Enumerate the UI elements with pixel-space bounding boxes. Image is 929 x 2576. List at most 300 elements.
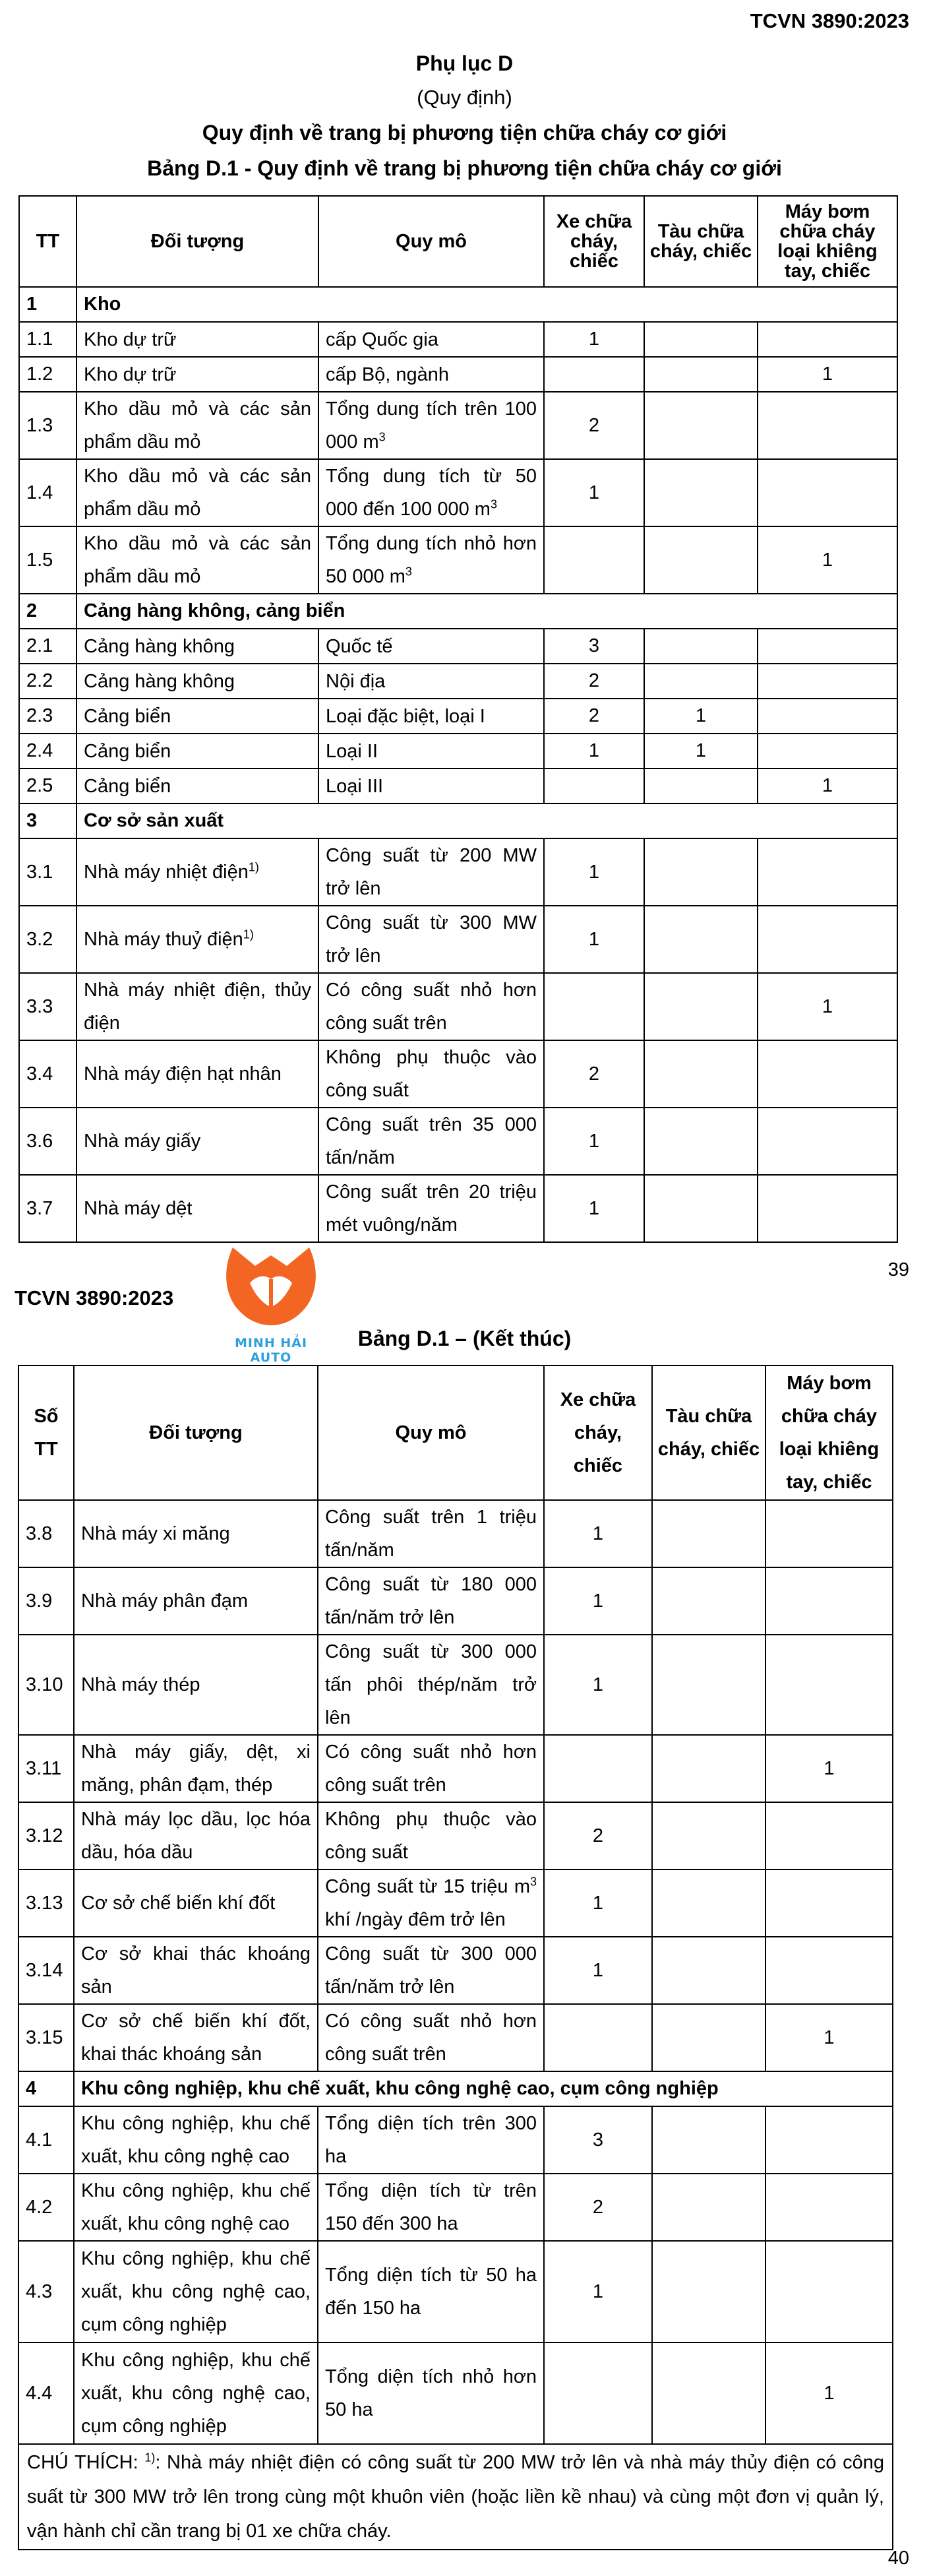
header-fire-truck: Xe chữa cháy, chiếc <box>544 1366 652 1500</box>
cell-tt: 2.2 <box>19 664 76 699</box>
table-row <box>19 322 897 357</box>
group-row <box>19 287 897 322</box>
header-fire-boat: Tàu chữa cháy, chiếc <box>644 196 758 287</box>
table-title-2: Bảng D.1 – (Kết thúc) <box>357 1327 572 1350</box>
cell-fire-boat <box>652 2342 765 2444</box>
cell-object <box>76 392 318 459</box>
unit-superscript: 3 <box>529 1875 537 1889</box>
table-row <box>19 664 897 699</box>
header-scale: Quy mô <box>318 1366 544 1500</box>
object-text: Nhà máy điện hạt nhân <box>84 1063 282 1084</box>
scale-text: Công suất từ 300 000 tấn phôi thép/năm trở lên <box>325 1641 537 1728</box>
cell-portable-pump: 1 <box>758 769 897 803</box>
object-text: Kho dầu mỏ và các sản phẩm dầu mỏ <box>84 466 311 520</box>
logo-icon <box>221 1243 321 1333</box>
object-text: Khu công nghiệp, khu chế xuất, khu công nghệ cao <box>81 2180 311 2234</box>
object-text: Kho dự trữ <box>84 363 177 385</box>
table-row <box>18 1937 893 2004</box>
group-row <box>19 803 897 838</box>
group-title: Kho <box>76 287 897 322</box>
table-row <box>18 1869 893 1937</box>
cell-fire-boat <box>644 664 758 699</box>
group-title: Cơ sở sản xuất <box>76 803 897 838</box>
cell-portable-pump <box>758 392 897 459</box>
standard-code-header-2: TCVN 3890:2023 <box>15 1286 174 1309</box>
object-text: Nhà máy giấy <box>84 1131 201 1152</box>
cell-fire-truck: 1 <box>544 1108 644 1175</box>
cell-fire-truck: 1 <box>544 1937 652 2004</box>
table-row <box>18 2004 893 2071</box>
cell-tt: 1.1 <box>19 322 76 357</box>
table-row <box>19 459 897 526</box>
table-title: Bảng D.1 - Quy định về trang bị phương tiện chữa cháy cơ giới <box>147 156 782 180</box>
table-row <box>18 1567 893 1635</box>
table-row <box>18 2342 893 2444</box>
cell-fire-boat <box>644 459 758 526</box>
cell-fire-boat <box>644 1108 758 1175</box>
cell-tt: 1.3 <box>19 392 76 459</box>
cell-object <box>74 1567 318 1635</box>
unit-superscript: 3 <box>490 497 497 511</box>
table-header-row-2 <box>18 1366 893 1500</box>
cell-tt: 4.1 <box>18 2106 74 2174</box>
cell-fire-boat <box>644 392 758 459</box>
scale-text: Công suất từ 200 MW trở lên <box>326 845 537 899</box>
scale-text: Có công suất nhỏ hơn công suất trên <box>326 980 537 1034</box>
cell-object <box>74 1869 318 1937</box>
cell-fire-boat <box>644 906 758 973</box>
cell-tt: 3.7 <box>19 1175 76 1242</box>
cell-fire-boat <box>652 1635 765 1735</box>
cell-portable-pump <box>758 664 897 699</box>
footnote <box>18 2444 893 2550</box>
table-header-row <box>19 196 897 287</box>
scale-text: Công suất trên 35 000 tấn/năm <box>326 1114 537 1168</box>
cell-fire-boat <box>652 1735 765 1802</box>
cell-fire-boat <box>644 838 758 906</box>
cell-fire-truck: 1 <box>544 838 644 906</box>
note-sup: 1) <box>144 2451 156 2465</box>
table-row <box>19 906 897 973</box>
cell-portable-pump: 1 <box>765 1735 893 1802</box>
scale-text: Tổng diện tích nhỏ hơn 50 ha <box>325 2366 537 2420</box>
table-row <box>19 1175 897 1242</box>
cell-object <box>74 1802 318 1869</box>
table-row <box>19 734 897 769</box>
cell-portable-pump <box>758 699 897 734</box>
cell-portable-pump <box>758 322 897 357</box>
cell-scale <box>318 1869 544 1937</box>
cell-portable-pump <box>758 906 897 973</box>
cell-tt: 4.4 <box>18 2342 74 2444</box>
cell-scale <box>318 2004 544 2071</box>
cell-tt: 1 <box>19 287 76 322</box>
cell-portable-pump: 1 <box>758 526 897 594</box>
cell-fire-boat <box>644 526 758 594</box>
cell-object <box>76 629 318 664</box>
cell-portable-pump <box>758 1108 897 1175</box>
scale-text: Loại III <box>326 775 384 797</box>
scale-text: Tổng diện tích trên 300 ha <box>325 2113 537 2167</box>
cell-object <box>76 357 318 392</box>
cell-object <box>76 699 318 734</box>
cell-fire-truck: 1 <box>544 734 644 769</box>
cell-fire-truck <box>544 973 644 1040</box>
header-fire-boat: Tàu chữa cháy, chiếc <box>652 1366 765 1500</box>
table-row <box>18 2174 893 2241</box>
cell-scale <box>318 2342 544 2444</box>
cell-fire-truck: 2 <box>544 699 644 734</box>
cell-fire-boat <box>644 322 758 357</box>
cell-fire-truck: 1 <box>544 459 644 526</box>
table-row <box>19 838 897 906</box>
cell-tt: 4.3 <box>18 2241 74 2342</box>
cell-fire-truck <box>544 357 644 392</box>
unit-superscript: 3 <box>405 565 412 579</box>
unit-superscript: 3 <box>378 430 386 444</box>
cell-object <box>74 2106 318 2174</box>
cell-scale <box>318 838 544 906</box>
object-text: Cơ sở khai thác khoáng sản <box>81 1943 311 1997</box>
table-row <box>18 1635 893 1735</box>
object-text: Khu công nghiệp, khu chế xuất, khu công nghệ cao, cụm công nghiệp <box>81 2350 311 2437</box>
cell-portable-pump: 1 <box>765 2342 893 2444</box>
cell-scale <box>318 357 544 392</box>
note-text: : Nhà máy nhiệt điện có công suất từ 200 MW trở lên và nhà máy thủy điện có công suất từ 300 MW trở lên trong cùng một khuôn viên (hoặc liền kề nhau) và cùng một đơn vị quản lý, vận hành chỉ cần trang bị 01 xe chữa cháy. <box>27 2452 884 2542</box>
scale-text: cấp Bộ, ngành <box>326 363 450 385</box>
cell-fire-truck: 2 <box>544 1040 644 1108</box>
cell-fire-boat: 1 <box>644 699 758 734</box>
cell-fire-boat <box>652 1567 765 1635</box>
cell-portable-pump <box>765 1802 893 1869</box>
object-text: Cảng biển <box>84 740 171 762</box>
cell-tt: 3 <box>19 803 76 838</box>
scale-text: Loại II <box>326 740 378 762</box>
table-row <box>18 1735 893 1802</box>
cell-portable-pump <box>758 1175 897 1242</box>
table-row <box>18 1802 893 1869</box>
cell-fire-truck: 1 <box>544 1869 652 1937</box>
cell-object <box>76 769 318 803</box>
cell-tt: 3.11 <box>18 1735 74 1802</box>
page-number: 39 <box>887 1259 909 1280</box>
cell-fire-boat <box>652 1500 765 1567</box>
header-fire-truck: Xe chữa cháy, chiếc <box>544 196 644 287</box>
cell-fire-truck: 1 <box>544 2241 652 2342</box>
object-text: Khu công nghiệp, khu chế xuất, khu công nghệ cao <box>81 2113 311 2167</box>
cell-fire-boat <box>652 1802 765 1869</box>
cell-tt: 3.15 <box>18 2004 74 2071</box>
cell-portable-pump: 1 <box>758 973 897 1040</box>
cell-fire-boat <box>644 629 758 664</box>
cell-tt: 3.6 <box>19 1108 76 1175</box>
cell-portable-pump <box>758 459 897 526</box>
cell-scale <box>318 1802 544 1869</box>
cell-object <box>74 1635 318 1735</box>
scale-text: Tổng diện tích từ trên 150 đến 300 ha <box>325 2180 537 2234</box>
cell-portable-pump <box>765 2174 893 2241</box>
cell-fire-truck: 3 <box>544 629 644 664</box>
cell-portable-pump <box>758 734 897 769</box>
cell-portable-pump <box>765 1635 893 1735</box>
cell-scale <box>318 322 544 357</box>
standard-code-header: TCVN 3890:2023 <box>750 9 909 32</box>
cell-scale <box>318 2174 544 2241</box>
table-row <box>19 973 897 1040</box>
object-text: Cảng biển <box>84 705 171 727</box>
object-text: Nhà máy dệt <box>84 1198 193 1219</box>
header-object: Đối tượng <box>74 1366 318 1500</box>
cell-fire-boat <box>644 357 758 392</box>
cell-fire-truck <box>544 2342 652 2444</box>
cell-object <box>74 2241 318 2342</box>
appendix-nature: (Quy định) <box>417 86 512 109</box>
scale-text: Công suất từ 15 triệu m <box>325 1876 530 1897</box>
header-portable-pump: Máy bơm chữa cháy loại khiêng tay, chiếc <box>765 1366 893 1500</box>
cell-tt: 2.3 <box>19 699 76 734</box>
cell-portable-pump <box>765 1869 893 1937</box>
cell-fire-boat <box>644 769 758 803</box>
scale-text: Công suất từ 300 000 tấn/năm trở lên <box>325 1943 537 1997</box>
cell-fire-truck <box>544 769 644 803</box>
cell-scale <box>318 1735 544 1802</box>
cell-portable-pump <box>758 629 897 664</box>
cell-object <box>76 906 318 973</box>
cell-fire-boat <box>652 2004 765 2071</box>
table-row <box>19 699 897 734</box>
cell-fire-truck: 2 <box>544 1802 652 1869</box>
header-scale: Quy mô <box>318 196 544 287</box>
cell-object <box>76 838 318 906</box>
cell-fire-truck: 2 <box>544 392 644 459</box>
cell-object <box>74 1735 318 1802</box>
cell-scale <box>318 1937 544 2004</box>
object-text: Nhà máy giấy, dệt, xi măng, phân đạm, thép <box>81 1742 311 1796</box>
cell-scale <box>318 699 544 734</box>
cell-scale <box>318 906 544 973</box>
cell-scale <box>318 1567 544 1635</box>
cell-fire-truck: 2 <box>544 2174 652 2241</box>
scale-text: Công suất trên 1 triệu tấn/năm <box>325 1507 537 1561</box>
cell-portable-pump <box>765 1500 893 1567</box>
scale-text: Công suất trên 20 triệu mét vuông/năm <box>326 1181 537 1236</box>
cell-fire-truck <box>544 526 644 594</box>
cell-portable-pump: 1 <box>765 2004 893 2071</box>
cell-fire-truck <box>544 2004 652 2071</box>
cell-portable-pump <box>765 2241 893 2342</box>
object-text: Khu công nghiệp, khu chế xuất, khu công nghệ cao, cụm công nghiệp <box>81 2248 311 2335</box>
cell-portable-pump <box>758 838 897 906</box>
cell-fire-boat <box>652 1937 765 2004</box>
object-text: Cơ sở chế biến khí đốt <box>81 1893 276 1914</box>
cell-scale <box>318 1108 544 1175</box>
scale-text: cấp Quốc gia <box>326 329 438 350</box>
scale-text: Có công suất nhỏ hơn công suất trên <box>325 1742 537 1796</box>
logo-text: MINH HẢI AUTO <box>234 1336 308 1365</box>
cell-fire-boat <box>652 2106 765 2174</box>
appendix-title: Phụ lục D <box>415 51 514 75</box>
cell-tt: 3.8 <box>18 1500 74 1567</box>
header-tt: Số TT <box>18 1366 74 1500</box>
cell-fire-truck: 1 <box>544 1635 652 1735</box>
object-text: Cảng hàng không <box>84 635 235 657</box>
cell-object <box>74 1937 318 2004</box>
cell-tt: 2.4 <box>19 734 76 769</box>
object-text: Cảng biển <box>84 775 171 797</box>
footnote-ref: 1) <box>243 927 254 941</box>
cell-tt: 3.1 <box>19 838 76 906</box>
scale-text: Không phụ thuộc vào công suất <box>326 1047 537 1101</box>
object-text: Kho dầu mỏ và các sản phẩm dầu mỏ <box>84 398 311 453</box>
table-row <box>19 1108 897 1175</box>
cell-tt: 4.2 <box>18 2174 74 2241</box>
cell-object <box>76 973 318 1040</box>
cell-portable-pump <box>765 2106 893 2174</box>
cell-fire-truck: 1 <box>544 1567 652 1635</box>
scale-text: Tổng diện tích từ 50 ha đến 150 ha <box>325 2265 537 2319</box>
note-row <box>18 2444 893 2550</box>
cell-tt: 3.3 <box>19 973 76 1040</box>
page-number-2: 40 <box>887 2548 909 2569</box>
object-text: Nhà máy nhiệt điện <box>84 862 249 883</box>
cell-tt: 2.5 <box>19 769 76 803</box>
cell-object <box>76 322 318 357</box>
cell-tt: 1.4 <box>19 459 76 526</box>
object-text: Cảng hàng không <box>84 670 235 692</box>
object-text: Nhà máy thép <box>81 1674 200 1695</box>
table-row <box>19 526 897 594</box>
cell-scale <box>318 1500 544 1567</box>
cell-tt: 3.2 <box>19 906 76 973</box>
cell-scale <box>318 629 544 664</box>
cell-fire-boat <box>652 2174 765 2241</box>
cell-object <box>76 664 318 699</box>
cell-fire-truck: 1 <box>544 1500 652 1567</box>
cell-tt: 3.13 <box>18 1869 74 1937</box>
equipment-table-part2 <box>18 1365 893 2550</box>
scale-text: Tổng dung tích trên 100 000 m <box>326 398 537 453</box>
header-tt: TT <box>19 196 76 287</box>
object-text: Nhà máy phân đạm <box>81 1590 249 1612</box>
cell-object <box>74 2342 318 2444</box>
object-text: Nhà máy thuỷ điện <box>84 929 243 950</box>
scale-text: Tổng dung tích từ 50 000 đến 100 000 m <box>326 466 537 520</box>
cell-fire-truck: 2 <box>544 664 644 699</box>
cell-object <box>76 1108 318 1175</box>
group-title: Cảng hàng không, cảng biển <box>76 594 897 629</box>
cell-object <box>76 1040 318 1108</box>
cell-scale <box>318 392 544 459</box>
table-row <box>18 1500 893 1567</box>
cell-object <box>76 526 318 594</box>
cell-scale <box>318 664 544 699</box>
scale-text: Quốc tế <box>326 635 393 657</box>
cell-object <box>74 2004 318 2071</box>
scale-text: Loại đặc biệt, loại I <box>326 705 485 727</box>
scale-text: Tổng dung tích nhỏ hơn 50 000 m <box>326 533 537 587</box>
scale-text-cont: khí /ngày đêm trở lên <box>325 1909 506 1930</box>
scale-text: Không phụ thuộc vào công suất <box>325 1809 537 1863</box>
cell-tt: 2.1 <box>19 629 76 664</box>
cell-fire-boat <box>644 1175 758 1242</box>
cell-fire-boat <box>644 1040 758 1108</box>
group-row <box>18 2071 893 2106</box>
cell-object <box>76 459 318 526</box>
cell-scale <box>318 1175 544 1242</box>
object-text: Kho dự trữ <box>84 329 177 350</box>
scale-text: Công suất từ 180 000 tấn/năm trở lên <box>325 1574 537 1628</box>
cell-fire-truck: 1 <box>544 322 644 357</box>
scale-text: Công suất từ 300 MW trở lên <box>326 912 537 966</box>
cell-tt: 3.9 <box>18 1567 74 1635</box>
scale-text: Nội địa <box>326 670 386 692</box>
table-row <box>18 2106 893 2174</box>
object-text: Kho dầu mỏ và các sản phẩm dầu mỏ <box>84 533 311 587</box>
section-title: Quy định về trang bị phương tiện chữa cháy cơ giới <box>202 121 727 144</box>
table-row <box>19 629 897 664</box>
cell-fire-truck: 3 <box>544 2106 652 2174</box>
group-title: Khu công nghiệp, khu chế xuất, khu công nghệ cao, cụm công nghiệp <box>74 2071 893 2106</box>
table-row <box>19 769 897 803</box>
cell-fire-boat <box>644 973 758 1040</box>
object-text: Nhà máy nhiệt điện, thủy điện <box>84 980 311 1034</box>
note-label: CHÚ THÍCH: <box>27 2452 145 2473</box>
table-row <box>19 1040 897 1108</box>
cell-scale <box>318 1635 544 1735</box>
cell-scale <box>318 973 544 1040</box>
cell-portable-pump <box>765 1567 893 1635</box>
header-object: Đối tượng <box>76 196 318 287</box>
cell-portable-pump <box>765 1937 893 2004</box>
header-portable-pump: Máy bơm chữa cháy loại khiêng tay, chiếc <box>758 196 897 287</box>
cell-fire-truck <box>544 1735 652 1802</box>
cell-scale <box>318 2106 544 2174</box>
cell-tt: 3.12 <box>18 1802 74 1869</box>
cell-tt: 1.5 <box>19 526 76 594</box>
cell-fire-boat <box>652 1869 765 1937</box>
cell-fire-boat: 1 <box>644 734 758 769</box>
cell-scale <box>318 459 544 526</box>
cell-scale <box>318 734 544 769</box>
cell-portable-pump: 1 <box>758 357 897 392</box>
cell-fire-truck: 1 <box>544 906 644 973</box>
table-row <box>19 357 897 392</box>
cell-tt: 2 <box>19 594 76 629</box>
cell-tt: 4 <box>18 2071 74 2106</box>
cell-tt: 3.14 <box>18 1937 74 2004</box>
footnote-ref: 1) <box>248 860 259 874</box>
scale-text: Có công suất nhỏ hơn công suất trên <box>325 2011 537 2065</box>
cell-scale <box>318 1040 544 1108</box>
equipment-table-part1 <box>18 195 898 1243</box>
object-text: Nhà máy lọc dầu, lọc hóa dầu, hóa dầu <box>81 1809 311 1863</box>
cell-scale <box>318 769 544 803</box>
object-text: Cơ sở chế biến khí đốt, khai thác khoáng sản <box>81 2011 311 2065</box>
table-row <box>18 2241 893 2342</box>
object-text: Nhà máy xi măng <box>81 1523 230 1544</box>
group-row <box>19 594 897 629</box>
cell-scale <box>318 526 544 594</box>
cell-object <box>74 2174 318 2241</box>
table-row <box>19 392 897 459</box>
cell-tt: 3.10 <box>18 1635 74 1735</box>
cell-fire-truck: 1 <box>544 1175 644 1242</box>
cell-scale <box>318 2241 544 2342</box>
cell-tt: 1.2 <box>19 357 76 392</box>
cell-object <box>76 1175 318 1242</box>
cell-fire-boat <box>652 2241 765 2342</box>
cell-portable-pump <box>758 1040 897 1108</box>
